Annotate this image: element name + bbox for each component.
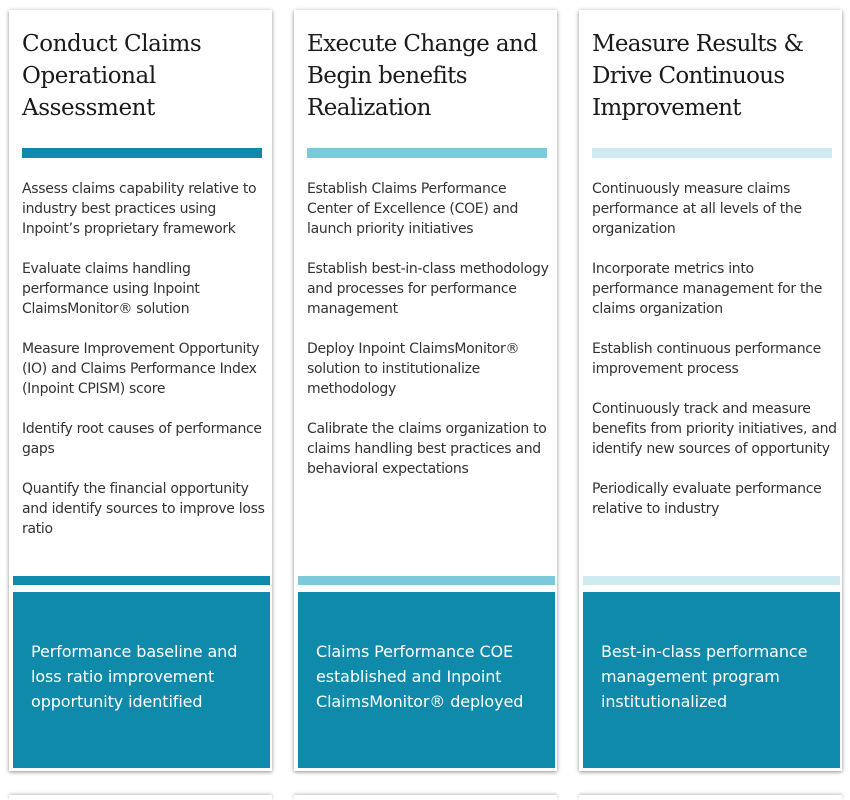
- phase-column-measure-results: [579, 10, 842, 771]
- next-panel-edge: [9, 795, 272, 800]
- activity-item: Establish continuous performance improvement process: [592, 341, 821, 377]
- activity-list: [22, 179, 267, 559]
- activity-list: [592, 179, 837, 539]
- activity-item: Establish Claims Performance Center of Excellence (COE) and launch priority initiatives: [307, 181, 519, 237]
- activity-item: Measure Improvement Opportunity (IO) and Claims Performance Index (Inpoint CPISM) score: [22, 341, 260, 397]
- activity-item: Continuously measure claims performance at all levels of the organization: [592, 181, 802, 237]
- phase-accent-bar: [592, 148, 832, 158]
- phase-column-assessment: [9, 10, 272, 771]
- phase-column-execute-change: [294, 10, 557, 771]
- phase-title: Execute Change and Begin benefits Realization: [307, 31, 538, 121]
- phase-title: Conduct Claims Operational Assessment: [22, 31, 202, 121]
- phase-accent-bar: [22, 148, 262, 158]
- phase-title: Measure Results & Drive Continuous Improvement: [592, 31, 804, 121]
- activity-item: Incorporate metrics into performance management for the claims organization: [592, 261, 823, 317]
- phase-outcome-text: Best-in-class performance management program institutionalized: [601, 642, 808, 711]
- activity-item: Identify root causes of performance gaps: [22, 421, 262, 457]
- phase-outcome-box: [13, 592, 270, 768]
- activity-list: [307, 179, 552, 499]
- activity-item: Evaluate claims handling performance using Inpoint ClaimsMonitor® solution: [22, 261, 200, 317]
- phase-outcome-box: [298, 592, 555, 768]
- next-panel-edge: [294, 795, 557, 800]
- activity-item: Calibrate the claims organization to claims handling best practices and behavioral expectations: [307, 421, 547, 477]
- phase-divider-bar: [583, 576, 840, 585]
- phase-accent-bar: [307, 148, 547, 158]
- activity-item: Deploy Inpoint ClaimsMonitor® solution to institutionalize methodology: [307, 341, 520, 397]
- phase-divider-bar: [13, 576, 270, 585]
- activity-item: Quantify the financial opportunity and identify sources to improve loss ratio: [22, 481, 265, 537]
- activity-item: Establish best-in-class methodology and processes for performance management: [307, 261, 549, 317]
- phase-outcome-text: Claims Performance COE established and Inpoint ClaimsMonitor® deployed: [316, 642, 524, 711]
- activity-item: Periodically evaluate performance relative to industry: [592, 481, 822, 517]
- next-panel-edge: [579, 795, 842, 800]
- phase-divider-bar: [298, 576, 555, 585]
- activity-item: Continuously track and measure benefits from priority initiatives, and identify new sources of opportunity: [592, 401, 837, 457]
- activity-item: Assess claims capability relative to industry best practices using Inpoint’s proprietary framework: [22, 181, 257, 237]
- phase-outcome-text: Performance baseline and loss ratio improvement opportunity identified: [31, 642, 238, 711]
- phase-outcome-box: [583, 592, 840, 768]
